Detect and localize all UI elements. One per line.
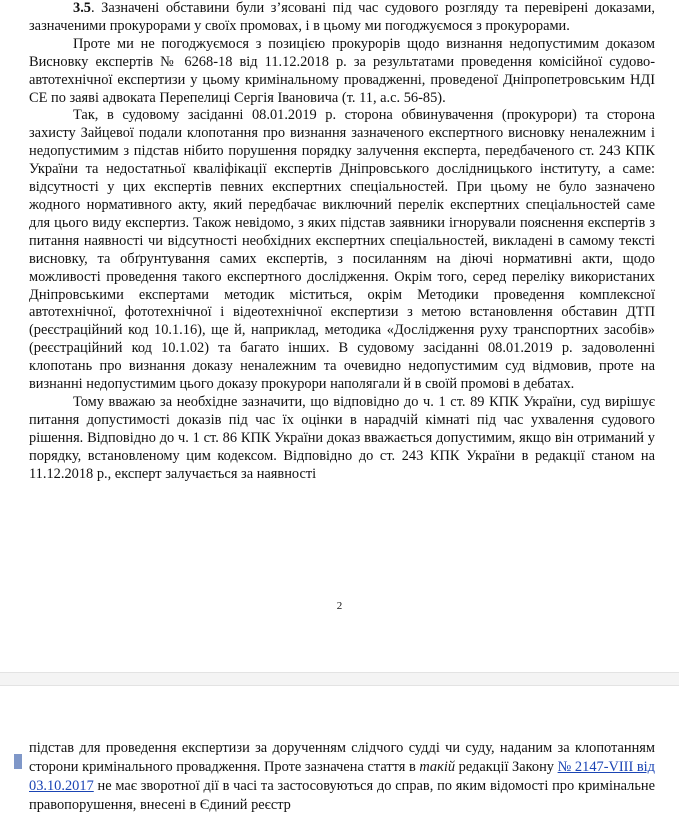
paragraph-continuation [29,739,655,815]
comment-marker-icon[interactable] [14,754,22,769]
page-number: 2 [336,600,343,612]
italic-word: такій [419,759,456,775]
continuation-text-end: не має зворотної дії в часі та застосовуються до справ, по яким відомості про кримінальне правопорушення, внесені в Єдиний реєстр [29,778,655,813]
section-number: 3.5 [73,0,91,16]
paragraph-disagreement: Проте ми не погоджуємося з позицією прокурорів щодо визнання недопустимим доказом Висновку експертів № 6268-18 від 11.12.2018 р. за результатами проведення комісійної судово-автотехнічної експертизи у цьому кримінальному провадженні, проведеної Дніпропетровським НДІ СЕ по заяві адвоката Перепелиці Сергія Івановича (т. 11, а.с. 56-85). [29,35,655,106]
page-break [0,672,679,686]
paragraph-hearing: Так, в судовому засіданні 08.01.2019 р. сторона обвинувачення (прокурори) та сторона захисту Зайцевої подали клопотання про визнання зазначеного експертного висновку неналежним і недопустимим з підстав нібито порушення порядку залучення експерта, передбаченого ст. 243 КПК України та недостатньої кваліфікації експертів Дніпровського дослідницького інституту, а саме: відсутності у цих експертів певних експертних спеціальностей. При цьому не було зазначено жодного нормативного акту, який передбачає виключний перелік експертних спеціальностей саме для цього виду експертиз. Також невідомо, з яких підстав заявники ігнорували пояснення експертів з питання наявності чи відсутності необхідних експертних спеціальностей, викладені в самому тексті висновку, та обґрунтування самих експертів, з посиланням на діючі нормативні акти, щодо можливості проведення такого експертного дослідження. Окрім того, серед переліку використаних Дніпровськими експертами методик міститься, окрім Методики проведення комплексної автотехнічної, фототехнічної і відеотехнічної експертизи з метою встановлення обставин ДТП (реєстраційний код 10.1.16), ще й, наприклад, методика «Дослідження руху транспортних засобів» (реєстраційний код 10.1.02) та багато інших. В судовому засіданні 08.01.2019 р. задоволенні клопотань про визнання доказу неналежним та очевидно недопустимим суд відмовив, проте на визнанні недопустимим цього доказу прокурори наполягали й в своїй промові в дебатах. [29,107,655,393]
paragraph-3-5 [29,0,655,36]
paragraph-3-5-text: . Зазначені обставини були з’ясовані під час судового розгляду та перевірені доказами, зазначеними прокурорами у своїх промовах, і в цьому ми погоджуємося з прокурорами. [29,0,655,34]
paragraph-admissibility: Тому вважаю за необхідне зазначити, що відповідно до ч. 1 ст. 89 КПК України, суд вирішує питання допустимості доказів під час їх оцінки в нарадчій кімнаті під час ухвалення судового рішення. Відповідно до ч. 1 ст. 86 КПК України доказ вважається допустимим, якщо він отриманий у порядку, встановленому цим кодексом. Відповідно до ст. 243 КПК України в редакції станом на 11.12.2018 р., експерт залучається за наявності [29,393,655,482]
continuation-text-mid: редакції Закону [455,759,558,775]
document-page-1 [29,0,655,483]
continuation-text-start: підстав для проведення експертизи за дорученням слідчого судді чи суду, наданим за клопотанням сторони кримінального провадження. Проте зазначена стаття в [29,740,655,775]
law-reference-link[interactable]: № 2147-VIII від 03.10.2017 [29,759,655,794]
document-page-2 [29,739,655,815]
